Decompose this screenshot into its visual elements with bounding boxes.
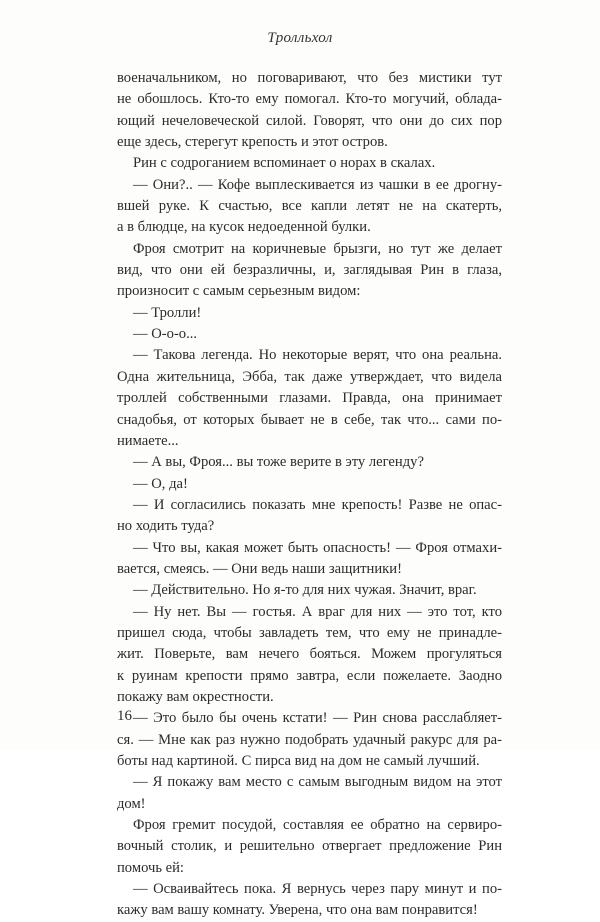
text-line: боты над картиной. С пирса вид на дом не самый лучший.	[117, 753, 480, 769]
text-line: Фроя смотрит на коричневые брызги, но тут же делает	[133, 240, 502, 257]
text-line: — Такова легенда. Но некоторые верят, что она реальна.	[133, 347, 502, 364]
text-line: — Они?.. — Кофе выплескивается из чашки в ее дрогну-	[133, 176, 502, 193]
text-line: кажу вам вашу комнату. Уверена, что она вам понравится!	[117, 902, 478, 919]
text-line: — Ну нет. Вы — гостья. А враг для них — это тот, кто	[133, 603, 502, 620]
text-line: покажу вам окрестности.	[117, 688, 274, 705]
text-line: — Осваивайтесь пока. Я вернусь через пару минут и по-	[133, 881, 502, 898]
text-line: снадобья, от которых бывает не в себе, так что... сами по-	[117, 411, 502, 428]
text-line: Фроя гремит посудой, составляя ее обратно на сервиро-	[133, 817, 502, 834]
text-line: — Это было бы очень кстати! — Рин снова расслабляет-	[133, 710, 502, 727]
text-line: троллей собственными глазами. Правда, она принимает	[117, 390, 502, 407]
text-line: — И согласились показать мне крепость! Разве не опас-	[133, 496, 502, 513]
text-line: вается, смеясь. — Они ведь наши защитники!	[117, 560, 402, 577]
text-line: Рин с содроганием вспоминает о норах в скалах.	[133, 155, 436, 172]
text-line: — О-о-о...	[133, 326, 198, 343]
text-line: не обошлось. Кто-то ему помогал. Кто-то могучий, облада-	[117, 91, 502, 108]
running-head: Тролльхол	[267, 30, 333, 46]
text-line: пришел сюда, чтобы завладеть тем, что ему не принадле-	[117, 624, 502, 641]
text-line: но ходить туда?	[117, 518, 215, 535]
text-line: — Тролли!	[133, 304, 202, 321]
text-line: вочный столик, и решительно отвергает предложение Рин	[117, 838, 502, 855]
text-line: а в блюдце, на кусок недоеденной булки.	[117, 219, 371, 236]
text-line: жит. Поверьте, вам нечего бояться. Можем прогуляться	[117, 646, 502, 663]
text-line: произносит с самым серьезным видом:	[117, 283, 361, 300]
text-line: — Действительно. Но я-то для них чужая. Значит, враг.	[133, 582, 477, 599]
text-line: дом!	[117, 795, 146, 812]
text-line: военачальником, но поговаривают, что без мистики тут	[117, 70, 502, 86]
text-line: — О, да!	[133, 475, 188, 492]
text-line: помочь ей:	[117, 859, 184, 876]
page-number: 16	[117, 708, 132, 724]
text-line: вшей руке. К счастью, все капли летят не на скатерть,	[117, 198, 502, 215]
text-line: вид, что они ей безразличны, и, заглядывая Рин в глаза,	[117, 262, 502, 279]
body-text	[117, 68, 502, 922]
text-line: ющий нечеловеческой силой. Говорят, что они до сих пор	[117, 112, 502, 129]
text-line: еще здесь, стерегут крепость и этот остров.	[117, 134, 388, 151]
text-line: — Я покажу вам место с самым выгодным видом на этот	[133, 774, 502, 791]
text-line: — А вы, Фроя... вы тоже верите в эту легенду?	[133, 454, 424, 471]
text-line: ся. — Мне как раз нужно подобрать удачный ракурс для ра-	[117, 731, 502, 748]
text-line: к руинам крепости прямо завтра, если пожелаете. Заодно	[117, 667, 502, 684]
text-line: — Что вы, какая может быть опасность! — Фроя отмахи-	[133, 539, 502, 556]
text-line: Одна жительница, Эбба, так даже утверждает, что видела	[117, 368, 502, 385]
text-line: нимаете...	[117, 432, 179, 449]
